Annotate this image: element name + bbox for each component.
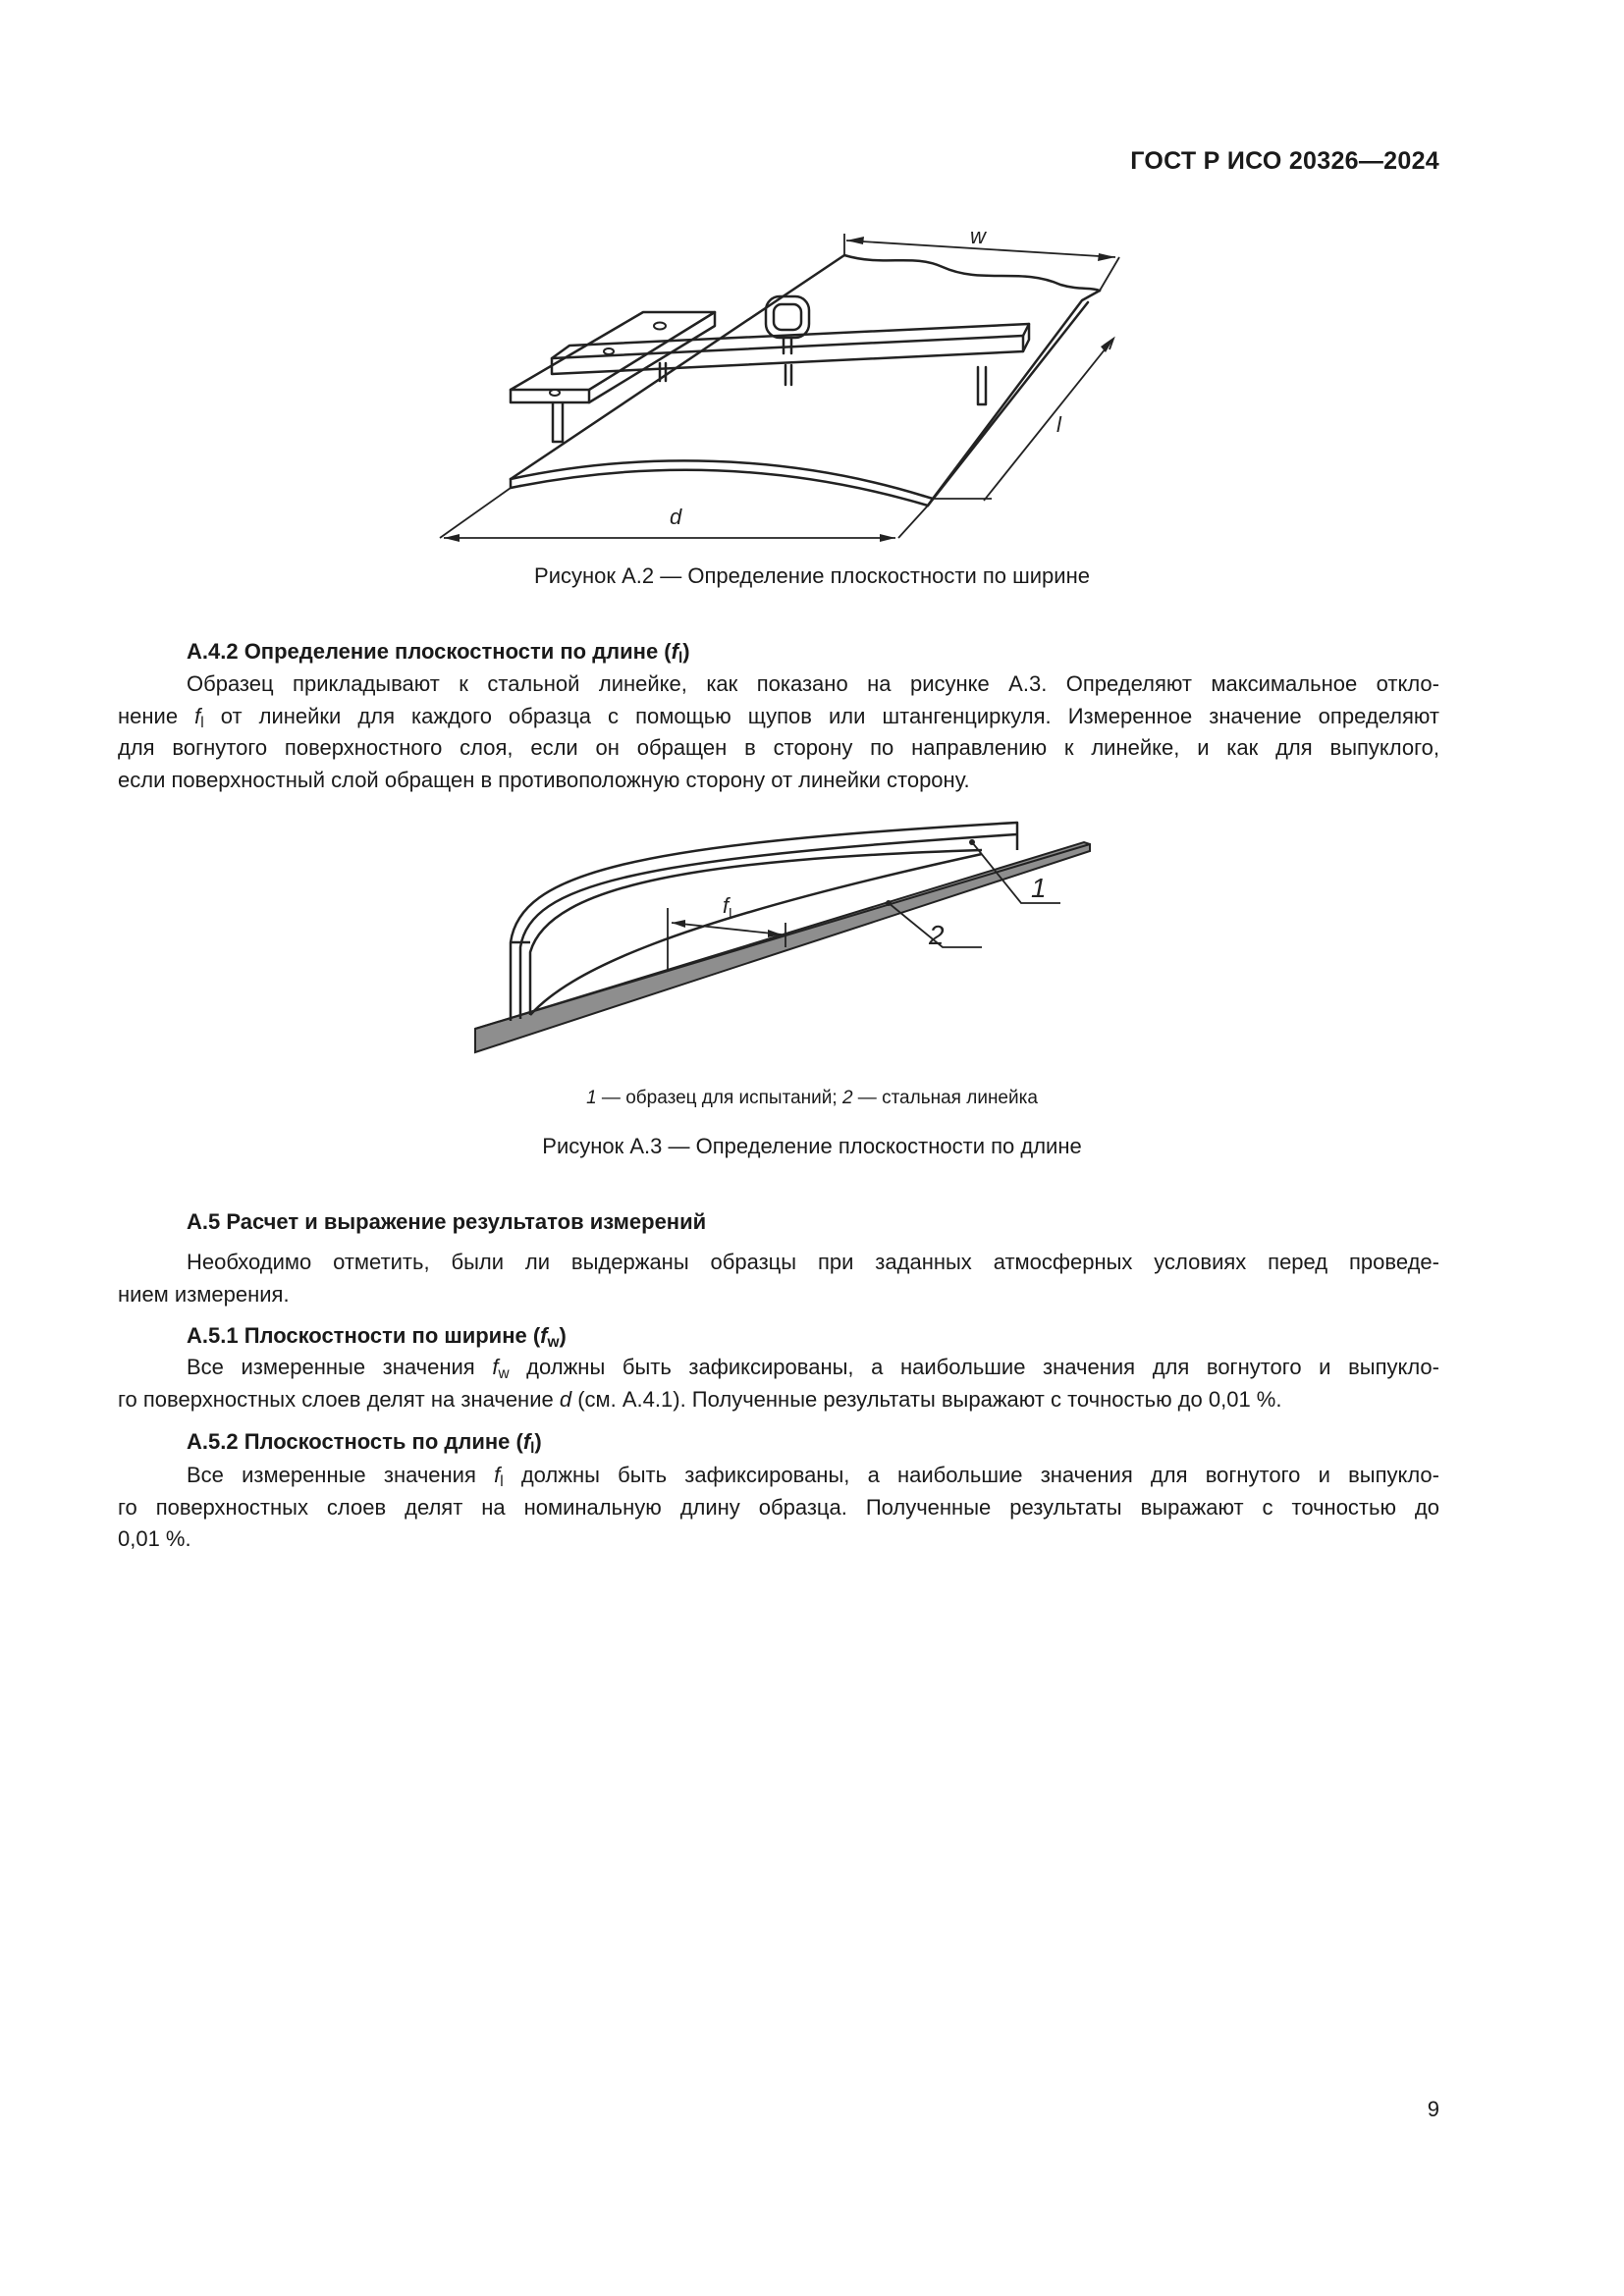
page-number: 9 [1427, 2097, 1439, 2121]
section-a52-heading: А.5.2 Плоскостность по длине $(f_l)$ [187, 1429, 542, 1457]
section-a5-body: Необходимо отметить, были ли выдержаны образцы при заданных атмосферных условиях перед проведе- нием измерения. [118, 1250, 1439, 1307]
fig-a3-label-f: $f_l$ [723, 893, 732, 923]
figure-a3-drawing [461, 807, 1110, 1062]
fig-a2-label-l: l [1056, 412, 1061, 437]
figure-a2-caption: Рисунок А.2 — Определение плоскостности по ширине [534, 563, 1090, 588]
section-a51-heading: А.5.1 Плоскостности по ширине $(f_w)$ [187, 1323, 567, 1351]
section-a52-body: Все измеренные значения $f_l$ должны быть зафиксированы, а наибольшие значения для вогнутого и выпукло- го поверхностных слоев делят на номинальную длину образца. Полученные результаты выражают с точностью до 0,01 %. [118, 1463, 1439, 1551]
section-a5-heading: А.5 Расчет и выражение результатов измерений [187, 1209, 707, 1234]
fig-a2-label-d: d [670, 505, 682, 529]
figure-a3-caption: Рисунок А.3 — Определение плоскостности по длине [542, 1134, 1082, 1158]
fig-a3-callout-1: 1 [1031, 873, 1047, 903]
fig-a3-callout-2: 2 [929, 920, 945, 950]
fig-a2-label-w: w [970, 224, 986, 248]
section-a51-body: Все измеренные значения $f_w$ должны быть зафиксированы, а наибольшие значения для вогнутого и выпукло- го поверхностных слоев делят на значение d (см. А.4.1). Полученные результаты выражают с точностью до 0,01 %. [118, 1355, 1439, 1412]
figure-a2-drawing [432, 216, 1139, 555]
figure-a3-legend: 1 — образец для испытаний; 2 — стальная линейка [586, 1088, 1038, 1108]
document-id: ГОСТ Р ИСО 20326—2024 [1130, 147, 1439, 175]
section-a42-body: Образец прикладывают к стальной линейке, как показано на рисунке А.3. Определяют максимальное откло- нение $f_l$ от линейки для каждого образца с помощью щупов или штангенциркуля. Измеренное значение определяют для вогнутого поверхностного слоя, если он обращен в сторону по направлению к линейке, и как для выпуклого, если поверхностный слой обращен в противоположную сторону от линейки сторону. [118, 671, 1439, 792]
section-a42-heading: А.4.2 Определение плоскостности по длине $(f_l)$ [187, 639, 690, 667]
